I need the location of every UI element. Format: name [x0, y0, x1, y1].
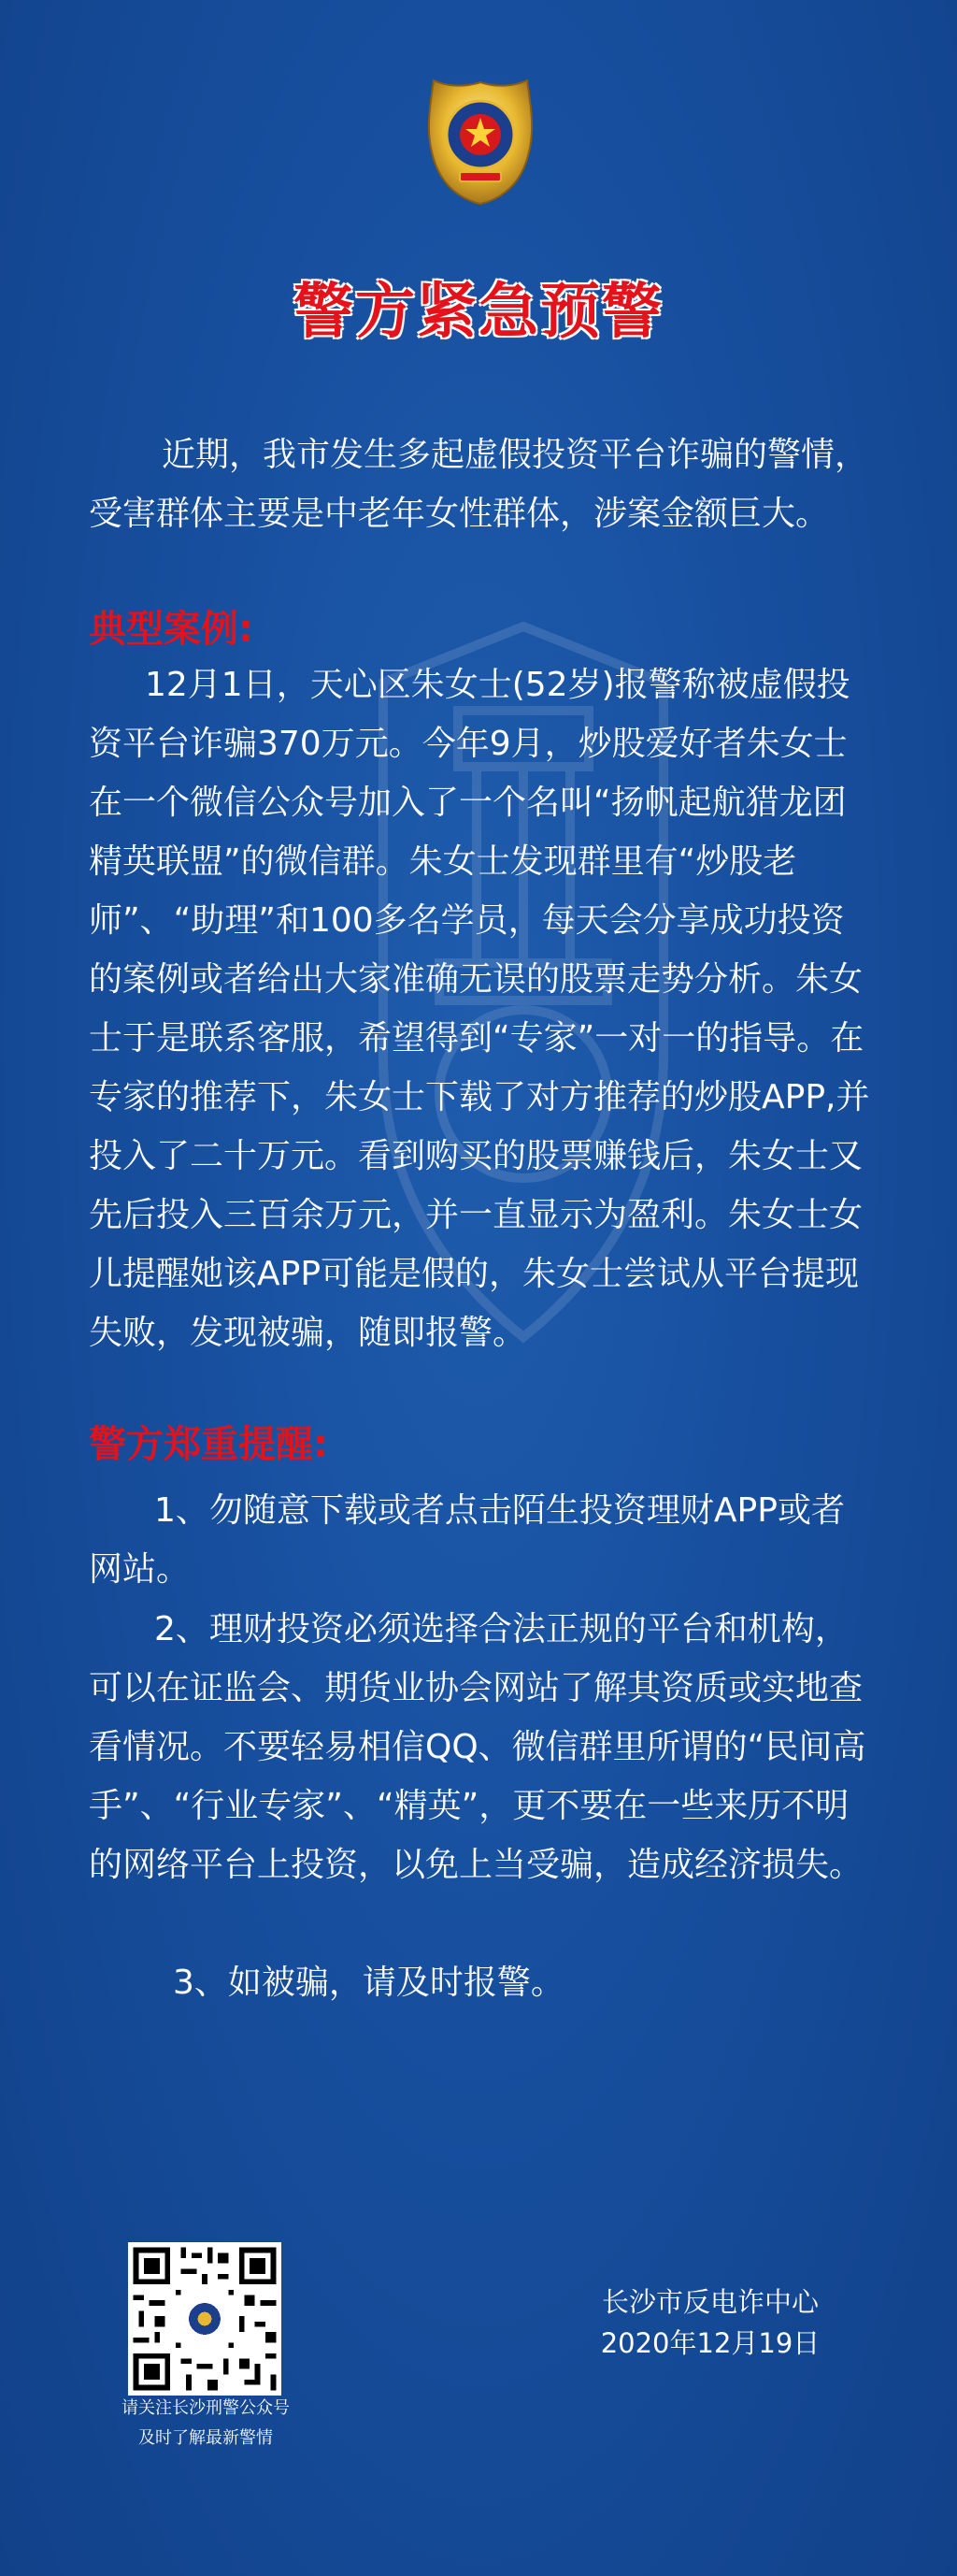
tip-item: 2、理财投资必须选择合法正规的平台和机构，可以在证监会、期货业协会网站了解其资质或实地查看情况。不要轻易相信QQ、微信群里所谓的“民间高手”、“行业专家”、“精英”，更不要在一些来历不明的网络平台上投资，以免上当受骗，造成经济损失。 — [89, 1610, 866, 1884]
qr-caption-line: 及时了解最新警情 — [138, 2428, 273, 2448]
qr-code-icon[interactable] — [128, 2242, 281, 2396]
case-heading: 典型案例: — [89, 608, 253, 651]
issuer-name: 长沙市反电诈中心 — [601, 2286, 819, 2318]
warning-heading: 警方郑重提醒: — [89, 1423, 328, 1466]
qr-caption-line: 请关注长沙刑警公众号 — [121, 2398, 290, 2418]
signature-block — [561, 2281, 860, 2364]
page-title: 警方紧急预警 — [293, 278, 664, 347]
qr-caption — [56, 2394, 355, 2454]
police-emblem-icon — [422, 79, 538, 206]
case-paragraph: 12月1日，天心区朱女士(52岁)报警称被虚假投资平台诈骗370万元。今年9月，炒股爱好者朱女士在一个微信公众号加入了一个名叫“扬帆起航猎龙团精英联盟”的微信群。朱女士发现群里有“炒股老师”、“助理”和100多名学员，每天会分享成功投资的案例或者给出大家准确无误的股票走势分析。朱女士于是联系客服，希望得到“专家”一对一的指导。在专家的推荐下，朱女士下载了对方推荐的炒股APP,并投入了二十万元。看到购买的股票赚钱后，朱女士又先后投入三百余万元，并一直显示为盈利。朱女士女儿提醒她该APP可能是假的，朱女士尝试从平台提现失败，发现被骗，随即报警。 — [89, 666, 870, 1352]
issue-date: 2020年12月19日 — [600, 2327, 821, 2359]
tip-item: 1、勿随意下载或者点击陌生投资理财APP或者网站。 — [89, 1491, 845, 1589]
intro-paragraph: 近期，我市发生多起虚假投资平台诈骗的警情，受害群体主要是中老年女性群体，涉案金额巨大。 — [89, 436, 869, 533]
tip-item: 3、如被骗，请及时报警。 — [173, 1964, 564, 2002]
